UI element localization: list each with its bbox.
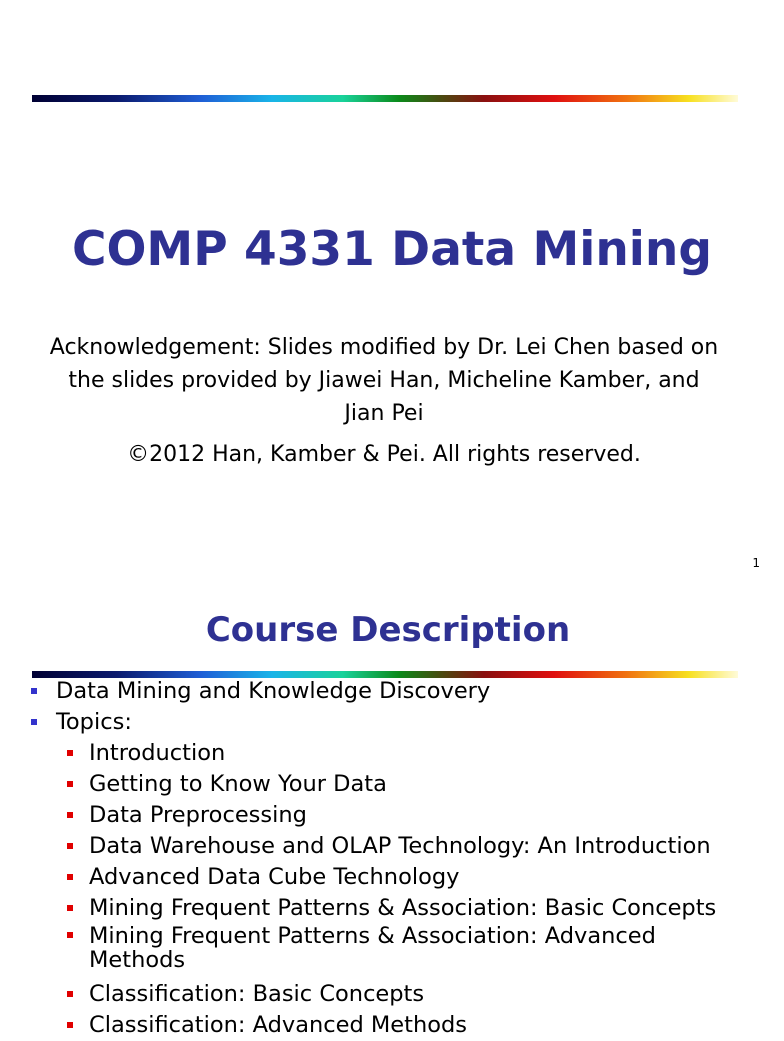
topic-item [0, 979, 768, 1010]
list-item [0, 707, 768, 738]
square-bullet-icon [67, 991, 73, 997]
acknowledgement-line: Jian Pei [344, 401, 424, 426]
square-bullet-icon [67, 750, 73, 756]
slide-title: COMP 4331 Data Mining [71, 222, 713, 277]
topic-item [0, 769, 768, 800]
square-bullet-icon [67, 1022, 73, 1028]
list-item-text: Topics: [56, 709, 132, 735]
topic-item-text: Mining Frequent Patterns & Association: Basic Concepts [89, 895, 717, 921]
topic-item-text: Mining Frequent Patterns & Association: Advanced Methods [89, 923, 656, 973]
square-bullet-icon [67, 812, 73, 818]
topic-item-text: Data Warehouse and OLAP Technology: An Introduction [89, 833, 711, 859]
square-bullet-icon [67, 843, 73, 849]
list-item-text: Data Mining and Knowledge Discovery [56, 678, 491, 704]
topic-item-text: Classification: Advanced Methods [89, 1012, 468, 1038]
square-bullet-icon [67, 781, 73, 787]
topic-item-text: Getting to Know Your Data [89, 771, 387, 797]
acknowledgement [28, 331, 740, 430]
list-item [0, 676, 768, 707]
course-description-list [0, 676, 768, 1041]
topic-item [0, 862, 768, 893]
square-bullet-icon [31, 719, 37, 725]
acknowledgement-line: the slides provided by Jiawei Han, Micheline Kamber, and [68, 368, 700, 393]
decorative-rainbow-bar [32, 95, 738, 102]
topic-item-text: Data Preprocessing [89, 802, 307, 828]
topic-item [0, 924, 689, 972]
topic-item-text: Advanced Data Cube Technology [89, 864, 460, 890]
section-title: Course Description [205, 610, 571, 650]
topic-item [0, 893, 768, 924]
topic-item [0, 831, 768, 862]
copyright-notice: ©2012 Han, Kamber & Pei. All rights reserved. [127, 442, 641, 467]
topic-item [0, 1010, 768, 1041]
acknowledgement-line: Acknowledgement: Slides modified by Dr. Lei Chen based on [49, 335, 719, 360]
slide-number: 1 [752, 556, 760, 570]
topic-item [0, 738, 768, 769]
square-bullet-icon [31, 688, 37, 694]
topic-item [0, 800, 768, 831]
topic-item-text: Introduction [89, 740, 226, 766]
square-bullet-icon [67, 874, 73, 880]
topic-item-text: Classification: Basic Concepts [89, 981, 425, 1007]
square-bullet-icon [67, 905, 73, 911]
square-bullet-icon [67, 932, 73, 938]
